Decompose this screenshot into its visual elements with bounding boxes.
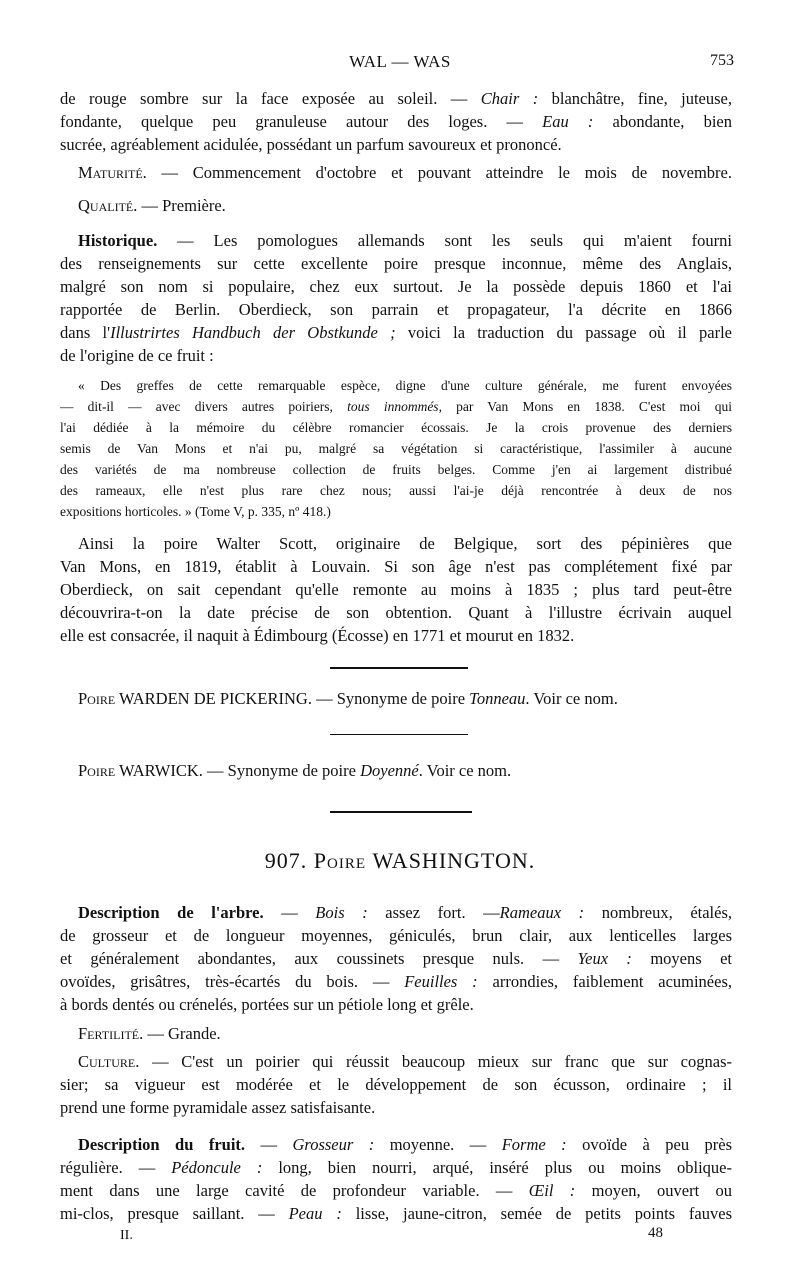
culture-line: Culture. — C'est un poirier qui réussit beaucoup mieux sur franc que sur cognas- [78, 1052, 732, 1071]
section-divider [330, 811, 472, 813]
text-line: à bords dentés ou crénelés, portées sur un pétiole long et grêle. [60, 995, 474, 1014]
qualite-line: Qualité. — Première. [78, 196, 226, 215]
entry-number: 907. [264, 848, 308, 873]
text-line: de l'origine de ce fruit : [60, 346, 214, 365]
qualite-label: Qualité. [78, 196, 138, 215]
entry-warwick: Poire WARWICK. — Synonyme de poire Doyenné. Voir ce nom. [78, 761, 512, 780]
entry-name: WARDEN DE PICKERING. [115, 689, 312, 708]
text-line: ment dans une large cavité de profondeur variable. — Œil : moyen, ouvert ou [60, 1181, 732, 1200]
entry-name: WASHINGTON. [372, 848, 536, 873]
running-head [0, 52, 800, 74]
culture-label: Culture. [78, 1052, 140, 1071]
text-line: découvrira-t-on la date précise de son obtention. Quant à l'illustre écrivain auquel [60, 603, 732, 622]
fruit-label: Description du fruit. [78, 1135, 246, 1154]
text-line: des renseignements sur cette excellente poire presque inconnue, même des Anglais, [60, 254, 732, 273]
text-line: elle est consacrée, il naquit à Édimbourg (Écosse) en 1771 et mourut en 1832. [60, 626, 575, 645]
fertilite-line: Fertilité. — Grande. [78, 1024, 221, 1043]
text-line: ovoïdes, grisâtres, très-écartés du bois. — Feuilles : arrondies, faiblement acuminées, [60, 972, 733, 991]
entry-name: WARWICK. [115, 761, 203, 780]
text-line: Oberdieck, on sait cependant qu'elle remonte au moins à 1835 ; plus tard peut-être [60, 580, 732, 599]
maturite-label: Maturité. [78, 163, 147, 182]
page-number: 753 [710, 52, 734, 69]
text-line: de rouge sombre sur la face exposée au soleil. — Chair : blanchâtre, fine, juteuse, [60, 89, 732, 108]
text-line: malgré son nom si populaire, chez eux surtout. Je la possède depuis 1860 et l'ai [60, 277, 732, 296]
text-line: sucrée, agréablement acidulée, possédant un parfum savoureux et prononcé. [60, 135, 562, 154]
quote-line: l'ai dédiée à la mémoire du célèbre romancier écossais. Je la crois provenue des derniers [60, 420, 732, 435]
quote-line: semis de Van Mons et n'ai pu, malgré sa végétation si caractéristique, l'assimiler à aucune [60, 441, 732, 456]
quote-line: des variétés de ma nombreuse collection de fruits belges. Comme j'en ai largement distribué [60, 462, 732, 477]
signature-mark: II. [120, 1228, 133, 1243]
section-divider [330, 667, 468, 669]
text-line: et généralement abondantes, aux coussinets presque nuls. — Yeux : moyens et [60, 949, 732, 968]
text-line: dans l'Illustrirtes Handbuch der Obstkunde ; voici la traduction du passage où il parle [60, 323, 732, 342]
fertilite-label: Fertilité. [78, 1024, 144, 1043]
text-line: sier; sa vigueur est modérée et le développement de son écusson, ordinaire ; il [60, 1075, 732, 1094]
section-divider [330, 734, 468, 735]
quote-line: « Des greffes de cette remarquable espèce, digne d'une culture générale, me furent envoyées [78, 378, 732, 393]
gathering-number: 48 [648, 1225, 663, 1241]
text-line: mi-clos, presque saillant. — Peau : lisse, jaune-citron, semée de petits points fauves [60, 1204, 732, 1223]
text-line: régulière. — Pédoncule : long, bien nourri, arqué, inséré plus ou moins oblique- [60, 1158, 732, 1177]
arbre-line: Description de l'arbre. — Bois : assez fort. —Rameaux : nombreux, étalés, [78, 903, 733, 922]
entry-warden: Poire WARDEN DE PICKERING. — Synonyme de poire Tonneau. Voir ce nom. [78, 689, 618, 708]
historique-label: Historique. [78, 231, 158, 250]
fruit-line: Description du fruit. — Grosseur : moyenne. — Forme : ovoïde à peu près [78, 1135, 733, 1154]
arbre-label: Description de l'arbre. [78, 903, 264, 922]
text-line: prend une forme pyramidale assez satisfaisante. [60, 1098, 376, 1117]
quote-line: expositions horticoles. » (Tome V, p. 335, nº 418.) [60, 504, 331, 519]
text-line: de grosseur et de longueur moyennes, géniculés, brun clair, aux lenticelles larges [60, 926, 732, 945]
section-heading: 907. Poire WASHINGTON. [264, 848, 536, 873]
quote-line: des rameaux, elle n'est plus rare chez nous; aussi l'ai-je déjà rencontrée à deux de nos [60, 483, 732, 498]
text-line: fondante, quelque peu granuleuse autour des loges. — Eau : abondante, bien [60, 112, 732, 131]
book-title: Illustrirtes Handbuch der Obstkunde ; [110, 323, 396, 342]
maturite-line: Maturité. — Commencement d'octobre et pouvant atteindre le mois de novembre. [78, 163, 732, 182]
text-line: rapportée de Berlin. Oberdieck, son parrain et propagateur, l'a décrite en 1866 [60, 300, 732, 319]
text-line: Ainsi la poire Walter Scott, originaire de Belgique, sort des pépinières que [78, 534, 732, 553]
quote-line: — dit-il — avec divers autres poiriers, tous innommés, par Van Mons en 1838. C'est moi qui [60, 399, 732, 414]
text-line: Van Mons, en 1819, établit à Louvain. Si son âge n'est pas complétement fixé par [60, 557, 732, 576]
running-title: WAL — WAS [349, 52, 451, 71]
historique-line: Historique. — Les pomologues allemands sont les seuls qui m'aient fourni [78, 231, 732, 250]
